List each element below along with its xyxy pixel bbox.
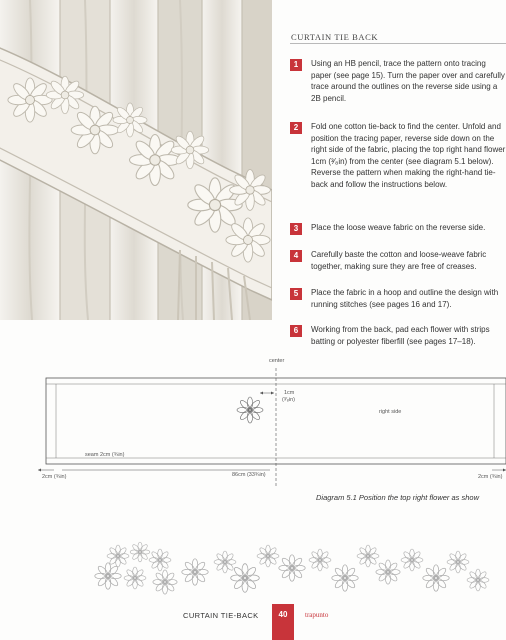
offset-label: 1cm (284, 390, 295, 396)
step-text: Place the loose weave fabric on the reverse side. (311, 223, 486, 232)
step-text: Fold one cotton tie-back to find the center. Unfold and position the tracing paper, reverse side down on the right side of the fabric, placing the top right hand flower 1cm (³⁄₈in) from the center (see diagram 5.1 below). Reverse the pattern when making the right-hand tie-back and follow the instructions below. (311, 122, 506, 189)
center-label: center (269, 358, 285, 364)
step-number: 4 (290, 250, 302, 262)
footer-section-title: CURTAIN TIE-BACK (183, 611, 259, 620)
left-margin-label: 2cm (¾in) (42, 474, 67, 480)
section-title: CURTAIN TIE BACK (291, 32, 379, 42)
step-number: 2 (290, 122, 302, 134)
offset-label-inches: (³⁄₈in) (282, 397, 295, 403)
step-number: 6 (290, 325, 302, 337)
right-margin-label: 2cm (¾in) (478, 474, 503, 480)
step-number: 3 (290, 223, 302, 235)
diagram-caption: Diagram 5.1 Position the top right flower as show (316, 493, 479, 502)
length-label: 86cm (33¾in) (232, 472, 266, 478)
step-text: Working from the back, pad each flower with strips batting or polyester fiberfill (see pages 17–18). (311, 325, 490, 346)
step-number: 5 (290, 288, 302, 300)
flower-border-illustration (0, 538, 506, 596)
step-number: 1 (290, 59, 302, 71)
step-text: Using an HB pencil, trace the pattern onto tracing paper (see page 15). Turn the paper over and carefully trace around the outlines on the reverse side using a 2B pencil. (311, 59, 505, 103)
step-text: Place the fabric in a hoop and outline the design with running stitches (see pages 16 and 17). (311, 288, 499, 309)
page-number: 40 (278, 610, 288, 619)
diagram-5-1 (0, 352, 506, 492)
right-side-label: right side (379, 409, 402, 415)
seam-label: seam 2cm (¾in) (85, 452, 125, 458)
footer-chapter: trapunto (305, 611, 329, 619)
tie-back-photo (0, 0, 272, 320)
step-text: Carefully baste the cotton and loose-weave fabric together, making sure they are free of creases. (311, 250, 487, 271)
title-divider (290, 43, 506, 44)
